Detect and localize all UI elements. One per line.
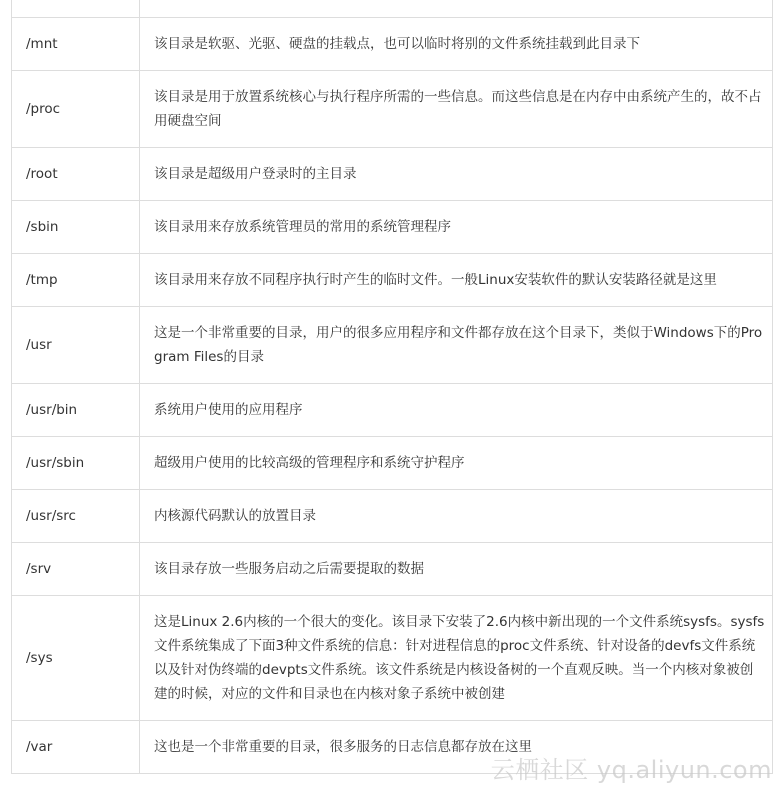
table-row xyxy=(12,596,773,721)
desc-cell: 该目录用来存放系统管理员的常用的系统管理程序 xyxy=(140,201,773,254)
table-row xyxy=(12,384,773,437)
path-cell: /mnt xyxy=(12,18,140,71)
path-cell: /usr xyxy=(12,307,140,384)
table-row xyxy=(12,721,773,774)
path-cell: /usr/src xyxy=(12,490,140,543)
path-cell: /sys xyxy=(12,596,140,721)
desc-cell: 这是Linux 2.6内核的一个很大的变化。该目录下安装了2.6内核中新出现的一个文件系统sysfs。sysfs文件系统集成了下面3种文件系统的信息：针对进程信息的proc文件系统、针对设备的devfs文件系统以及针对伪终端的devpts文件系统。该文件系统是内核设备树的一个直观反映。当一个内核对象被创建的时候，对应的文件和目录也在内核对象子系统中被创建 xyxy=(140,596,773,721)
table-row xyxy=(12,543,773,596)
desc-cell: 该目录是超级用户登录时的主目录 xyxy=(140,148,773,201)
table-row xyxy=(12,148,773,201)
table-row xyxy=(12,490,773,543)
watermark: 云栖社区 yq.aliyun.com xyxy=(490,756,772,784)
desc-cell: 超级用户使用的比较高级的管理程序和系统守护程序 xyxy=(140,437,773,490)
desc-cell xyxy=(140,0,773,18)
path-cell: /tmp xyxy=(12,254,140,307)
path-cell xyxy=(12,0,140,18)
desc-cell: 系统用户使用的应用程序 xyxy=(140,384,773,437)
desc-cell: 该目录是用于放置系统核心与执行程序所需的一些信息。而这些信息是在内存中由系统产生的，故不占用硬盘空间 xyxy=(140,71,773,148)
desc-cell: 内核源代码默认的放置目录 xyxy=(140,490,773,543)
path-cell: /root xyxy=(12,148,140,201)
path-cell: /usr/sbin xyxy=(12,437,140,490)
table-row xyxy=(12,201,773,254)
desc-cell: 该目录存放一些服务启动之后需要提取的数据 xyxy=(140,543,773,596)
table-row xyxy=(12,307,773,384)
path-cell: /sbin xyxy=(12,201,140,254)
desc-cell: 这也是一个非常重要的目录，很多服务的日志信息都存放在这里 xyxy=(140,721,773,774)
desc-cell: 这是一个非常重要的目录，用户的很多应用程序和文件都存放在这个目录下，类似于Windows下的Program Files的目录 xyxy=(140,307,773,384)
path-cell: /var xyxy=(12,721,140,774)
desc-cell: 该目录用来存放不同程序执行时产生的临时文件。一般Linux安装软件的默认安装路径就是这里 xyxy=(140,254,773,307)
table-row xyxy=(12,71,773,148)
directory-table xyxy=(11,0,773,774)
table-row xyxy=(12,0,773,18)
table-row xyxy=(12,437,773,490)
path-cell: /srv xyxy=(12,543,140,596)
table-row xyxy=(12,18,773,71)
path-cell: /proc xyxy=(12,71,140,148)
path-cell: /usr/bin xyxy=(12,384,140,437)
desc-cell: 该目录是软驱、光驱、硬盘的挂载点，也可以临时将别的文件系统挂载到此目录下 xyxy=(140,18,773,71)
table-row xyxy=(12,254,773,307)
